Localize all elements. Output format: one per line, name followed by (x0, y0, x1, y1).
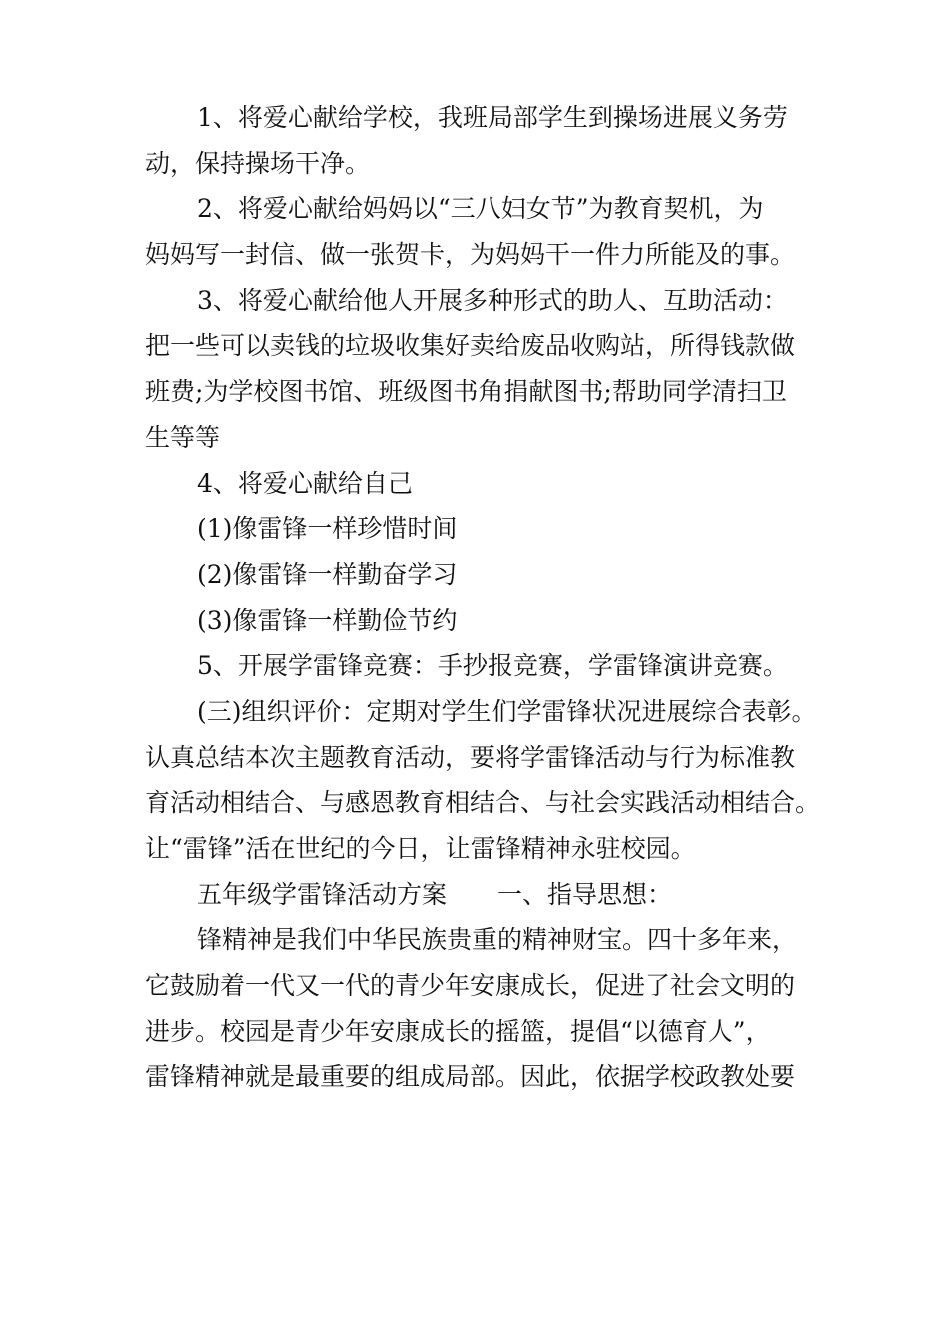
text-line: 班费;为学校图书馆、班级图书角捐献图书;帮助同学清扫卫 (145, 377, 787, 407)
text-line: 锋精神是我们中华民族贵重的精神财宝。四十多年来， (197, 925, 798, 955)
text-line: (2)像雷锋一样勤奋学习 (197, 559, 458, 589)
document-body (145, 98, 821, 1103)
text-line: 3、将爱心献给他人开展多种形式的助人、互助活动： (197, 285, 788, 315)
text-line: 生等等 (145, 422, 221, 452)
text-line: 4、将爱心献给自己 (197, 468, 413, 498)
text-line: 5、开展学雷锋竞赛：手抄报竞赛，学雷锋演讲竞赛。 (197, 651, 788, 681)
text-line: 认真总结本次主题教育活动，要将学雷锋活动与行为标准教 (145, 742, 796, 772)
section-heading-line: 五年级学雷锋活动方案 一、指导思想： (197, 879, 673, 909)
text-line: 进步。校园是青少年安康成长的摇篮，提倡“以德育人”， (145, 1016, 771, 1046)
text-line: 2、将爱心献给妈妈以“三八妇女节”为教育契机，为 (197, 194, 764, 224)
text-line: (1)像雷锋一样珍惜时间 (197, 514, 458, 544)
text-line: 育活动相结合、与感恩教育相结合、与社会实践活动相结合。 (145, 788, 821, 818)
text-line: 雷锋精神就是最重要的组成局部。因此，依据学校政教处要 (145, 1062, 796, 1092)
text-line: (3)像雷锋一样勤俭节约 (197, 605, 458, 635)
text-line: 动，保持操场干净。 (145, 148, 371, 178)
text-line: 它鼓励着一代又一代的青少年安康成长，促进了社会文明的 (145, 971, 796, 1001)
text-line: 把一些可以卖钱的垃圾收集好卖给废品收购站，所得钱款做 (145, 331, 796, 361)
text-line: 妈妈写一封信、做一张贺卡，为妈妈干一件力所能及的事。 (145, 240, 796, 270)
text-line: (三)组织评价：定期对学生们学雷锋状况进展综合表彰。 (197, 696, 817, 726)
text-line: 让“雷锋”活在世纪的今日，让雷锋精神永驻校园。 (145, 834, 696, 863)
text-line: 1、将爱心献给学校，我班局部学生到操场进展义务劳 (197, 103, 788, 132)
